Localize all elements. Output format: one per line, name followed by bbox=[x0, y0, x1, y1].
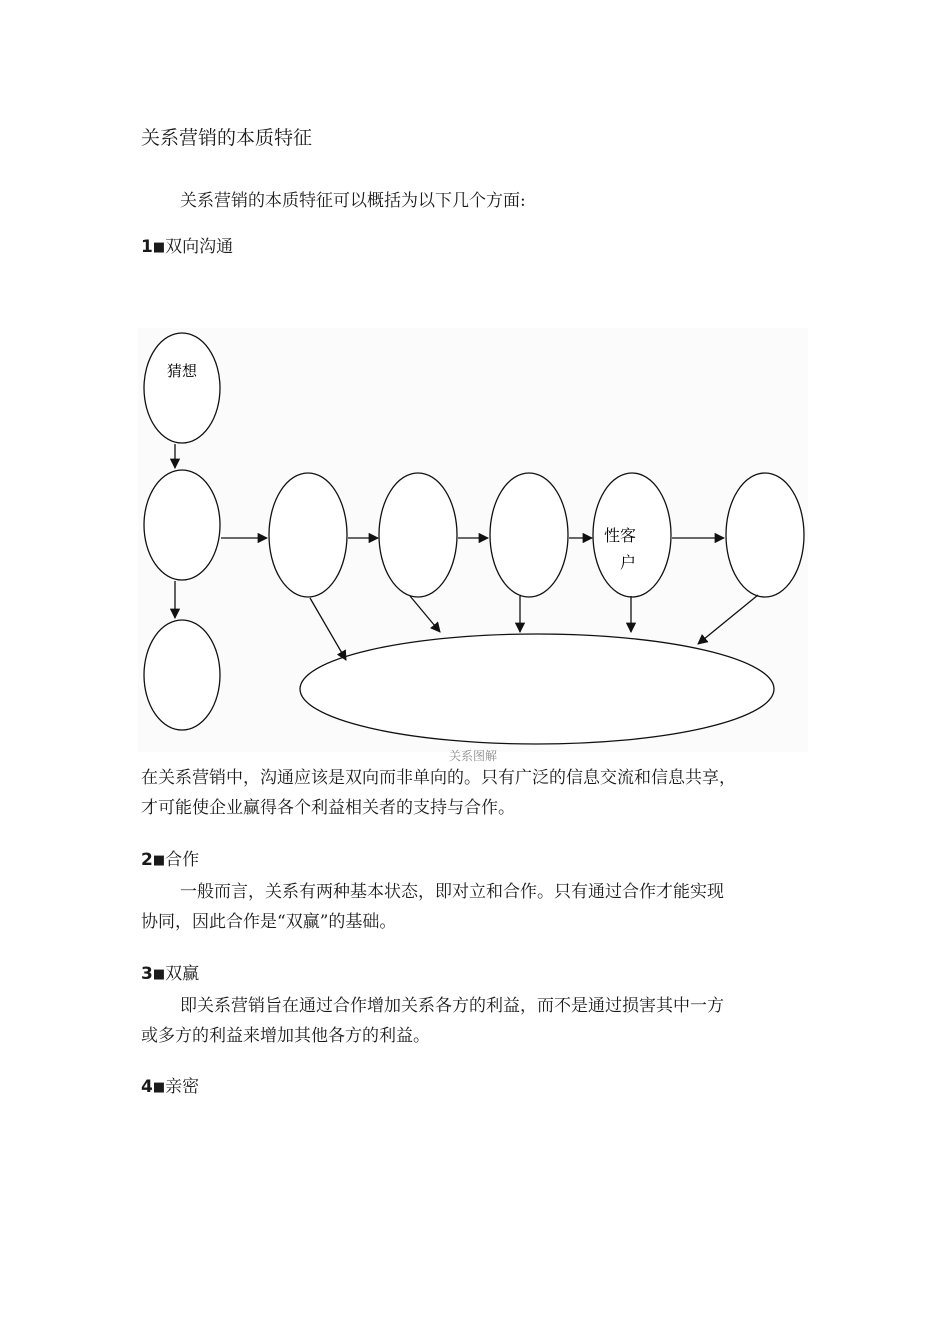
section-number: 4 bbox=[141, 1077, 153, 1097]
section-title: 双赢 bbox=[165, 964, 200, 984]
relationship-diagram bbox=[138, 328, 808, 763]
page-title: 关系营销的本质特征 bbox=[141, 127, 313, 149]
section-1-line-1: 在关系营销中，沟通应该是双向而非单向的。只有广泛的信息交流和信息共享， bbox=[141, 768, 736, 788]
section-3-line-2: 或多方的利益来增加其他各方的利益。 bbox=[141, 1026, 430, 1046]
node-left-middle bbox=[144, 470, 220, 580]
section-title: 合作 bbox=[165, 850, 200, 870]
section-1-line-2: 才可能使企业赢得各个利益相关者的支持与合作。 bbox=[141, 798, 515, 818]
section-number: 2 bbox=[141, 850, 153, 870]
section-4-heading bbox=[141, 1072, 199, 1097]
section-3-line-1: 即关系营销旨在通过合作增加关系各方的利益，而不是通过损害其中一方 bbox=[180, 996, 724, 1016]
section-title: 亲密 bbox=[165, 1077, 200, 1097]
intro-text: 关系营销的本质特征可以概括为以下几个方面: bbox=[180, 191, 526, 211]
section-marker: ■ bbox=[152, 967, 166, 982]
section-marker: ■ bbox=[152, 240, 166, 255]
node-2 bbox=[269, 473, 347, 597]
node-6 bbox=[726, 473, 804, 597]
section-number: 3 bbox=[141, 964, 153, 984]
node-guess bbox=[144, 333, 220, 443]
section-2-heading bbox=[141, 845, 199, 870]
node-3 bbox=[379, 473, 457, 597]
section-2-line-1: 一般而言，关系有两种基本状态，即对立和合作。只有通过合作才能实现 bbox=[180, 882, 724, 902]
section-1-heading bbox=[141, 232, 233, 257]
section-marker: ■ bbox=[152, 1080, 166, 1095]
node-bottom-ellipse bbox=[300, 634, 774, 744]
node-left-bottom bbox=[144, 620, 220, 730]
node-guess-label: 猜想 bbox=[166, 362, 198, 380]
diagram-caption: 关系图解 bbox=[448, 749, 498, 763]
section-marker: ■ bbox=[152, 853, 166, 868]
node-customer-label-line2: 户 bbox=[619, 553, 637, 572]
section-title: 双向沟通 bbox=[165, 237, 234, 257]
section-number: 1 bbox=[141, 237, 153, 257]
section-3-heading bbox=[141, 959, 199, 984]
section-2-line-2: 协同，因此合作是“双赢”的基础。 bbox=[141, 912, 397, 932]
node-customer-label-line1: 性客 bbox=[603, 526, 637, 545]
node-4 bbox=[490, 473, 568, 597]
